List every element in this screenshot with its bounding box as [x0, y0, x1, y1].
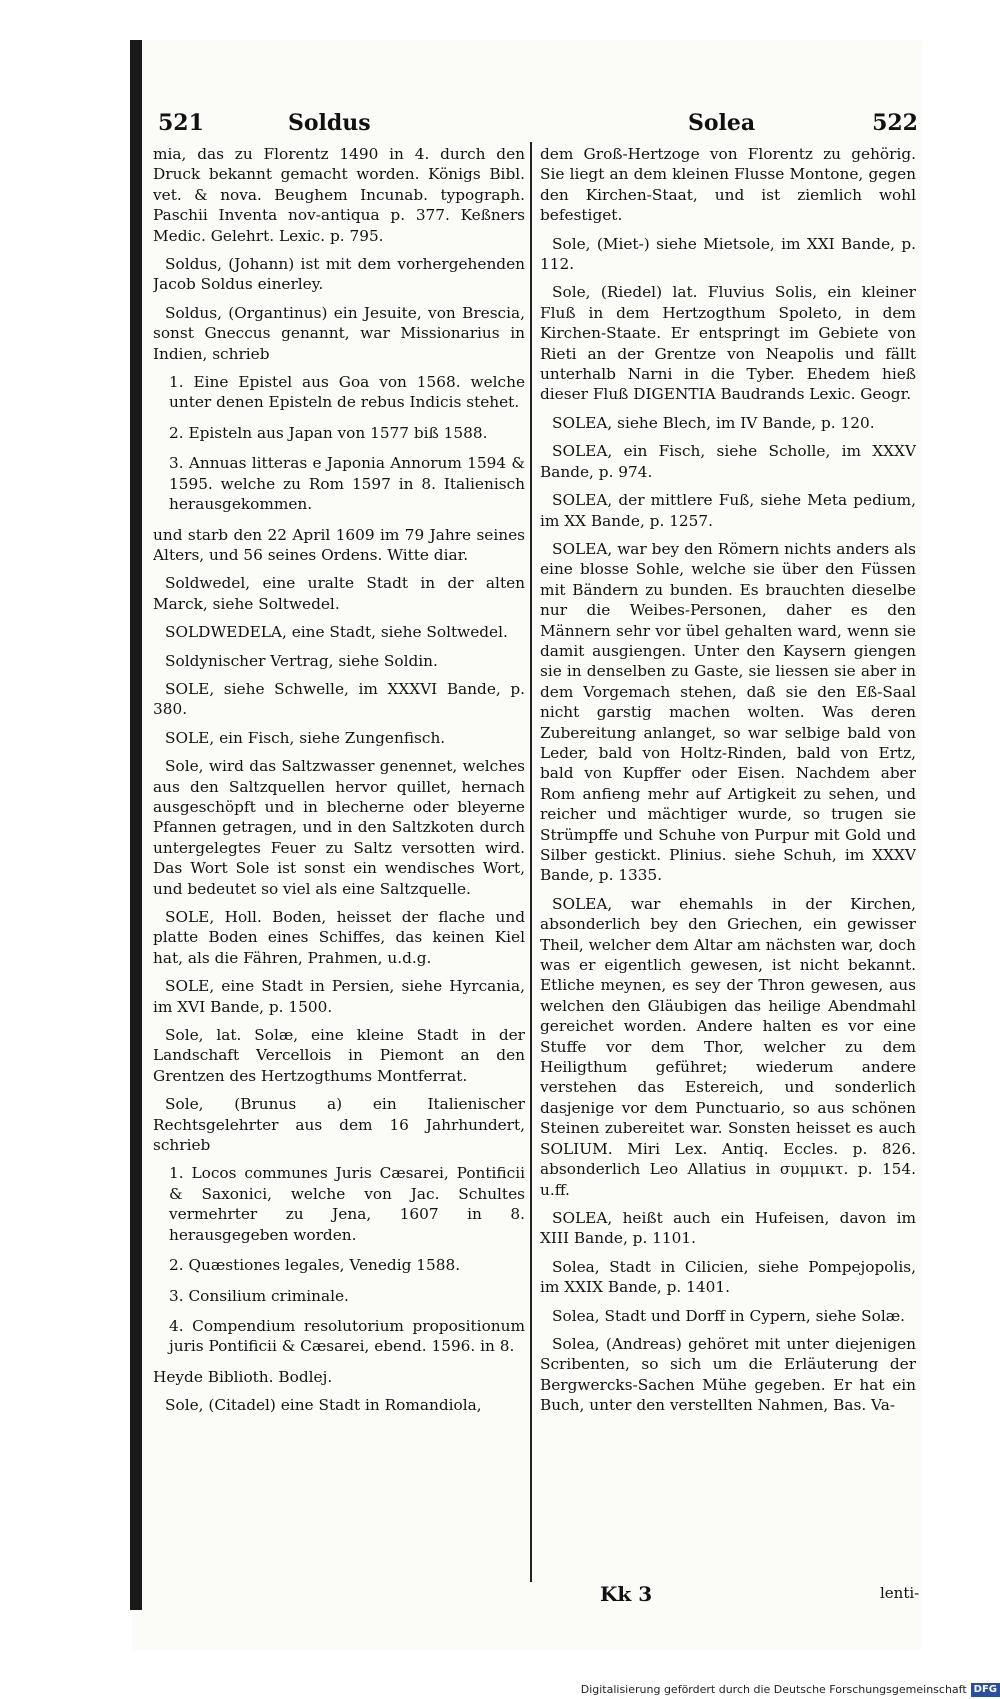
signature-mark: Kk 3 — [600, 1582, 653, 1606]
paragraph: Soldynischer Vertrag, siehe Soldin. — [165, 651, 438, 670]
list-item: 1. Eine Epistel aus Goa von 1568. welche unter denen Episteln de rebus Indicis stehet. — [169, 373, 525, 412]
works-list — [153, 1163, 525, 1356]
catchword: lenti- — [880, 1584, 920, 1602]
paragraph: und starb den 22 April 1609 im 79 Jahre seines Alters, und 56 seines Ordens. Witte diar. — [153, 525, 525, 564]
paragraph: Sole, (Miet-) siehe Mietsole, im XXI Bande, p. 112. — [540, 234, 916, 274]
dfg-logo: DFG — [971, 1683, 1000, 1697]
list-item: 1. Locos communes Juris Cæsarei, Pontificii & Saxonici, welche von Jac. Schultes vermehrter zu Jena, 1607 in 8. herausgegeben worden. — [169, 1164, 525, 1244]
paragraph: Soldus, (Johann) ist mit dem vorhergehenden Jacob Soldus einerley. — [153, 255, 525, 294]
running-headword-right: Solea — [688, 110, 756, 136]
paragraph: SOLE, ein Fisch, siehe Zungenfisch. — [165, 728, 446, 747]
paragraph: SOLEA, der mittlere Fuß, siehe Meta pedium, im XX Bande, p. 1257. — [540, 491, 916, 530]
paragraph: SOLEA, siehe Blech, im IV Bande, p. 120. — [552, 413, 875, 432]
paragraph: Soldwedel, eine uralte Stadt in der alten Marck, siehe Soltwedel. — [153, 574, 525, 613]
paragraph: SOLDWEDELA, eine Stadt, siehe Soltwedel. — [165, 623, 508, 642]
paragraph: Heyde Biblioth. Bodlej. — [153, 1367, 333, 1386]
page-number-right: 522 — [872, 110, 918, 136]
running-header — [158, 110, 918, 144]
paragraph: Solea, Stadt und Dorff in Cypern, siehe Solæ. — [552, 1306, 905, 1325]
left-column — [153, 144, 525, 1574]
paragraph: SOLEA, war bey den Römern nichts anders als eine blosse Sohle, welche sie über den Füssen mit Bändern zu bunden. Es brauchten dieselbe nur die Weibes-Personen, daher es den Männern sehr vor übel gehalten ward, wenn sie damit ausgiengen. Unter den Kaysern giengen sie in denselben zu Gaste, sie liessen sie aber in dem Vorgemach stehen, daß sie den Eß-Saal nicht garstig machen wolten. Was deren Zubereitung anlanget, so war selbige bald von Leder, bald von Holtz-Rinden, bald von Ertz, bald von Kupffer oder Eisen. Nachdem aber Rom anfieng mehr auf Artigkeit zu sehen, und reicher und mächtiger wurde, so trugen sie Strümpffe und Schuhe von Purpur mit Gold und Silber gestickt. Plinius. siehe Schuh, im XXXV Bande, p. 1335. — [540, 539, 916, 885]
paragraph: Solea, (Andreas) gehöret mit unter diejenigen Scribenten, so sich um die Erläuterung der Bergwercks-Sachen Mühe gegeben. Er hat ein Buch, unter den verstellten Nahmen, Bas. Va- — [540, 1334, 916, 1415]
paragraph: dem Groß-Hertzoge von Florentz zu gehörig. Sie liegt an dem kleinen Flusse Montone, gegen den Kirchen-Staat, und ist ziemlich wohl befestiget. — [540, 145, 916, 225]
running-headword-left: Soldus — [288, 110, 371, 136]
list-item: 3. Consilium criminale. — [169, 1286, 349, 1305]
paragraph: Sole, lat. Solæ, eine kleine Stadt in der Landschaft Vercellois in Piemont an den Grentzen des Hertzogthums Montferrat. — [153, 1026, 525, 1085]
list-item: 2. Episteln aus Japan von 1577 biß 1588. — [169, 423, 488, 442]
paragraph: Sole, (Riedel) lat. Fluvius Solis, ein kleiner Fluß in dem Hertzogthum Spoleto, in dem Kirchen-Staate. Er entspringt im Gebiete von Rieti an der Grentze von Neapolis und fällt unterhalb Narni in die Tyber. Ehedem hieß dieser Fluß DIGENTIA Baudrands Lexic. Geogr. — [540, 283, 916, 404]
list-item: 2. Quæstiones legales, Venedig 1588. — [169, 1256, 461, 1275]
column-divider — [530, 142, 532, 1582]
paragraph: SOLE, eine Stadt in Persien, siehe Hyrcania, im XVI Bande, p. 1500. — [153, 977, 525, 1016]
footer-text: Digitalisierung gefördert durch die Deutsche Forschungsgemeinschaft — [580, 1683, 967, 1696]
works-list — [153, 372, 525, 514]
paragraph: Sole, (Citadel) eine Stadt in Romandiola, — [165, 1396, 482, 1415]
paragraph: SOLE, siehe Schwelle, im XXXVI Bande, p. 380. — [153, 679, 525, 719]
paragraph: Sole, (Brunus a) ein Italienischer Rechtsgelehrter aus dem 16 Jahrhundert, schrieb — [153, 1095, 525, 1155]
paragraph: Sole, wird das Saltzwasser genennet, welches aus den Saltzquellen hervor quillet, hernach ausgeschöpft und in blecherne oder bleyerne Pfannen getragen, und in den Saltzkoten durch untergelegtes Feuer zu Saltz versotten wird. Das Wort Sole ist sonst ein wendisches Wort, und bedeutet so viel als eine Saltzquelle. — [153, 757, 525, 898]
funding-footer — [560, 1680, 1000, 1699]
paragraph: mia, das zu Florentz 1490 in 4. durch den Druck bekannt gemacht worden. Königs Bibl. vet. & nova. Beughem Incunab. typograph. Paschii Inventa nov-antiqua p. 377. Keßners Medic. Gelehrt. Lexic. p. 795. — [153, 145, 525, 245]
right-column — [540, 144, 916, 1574]
paragraph: SOLEA, war ehemahls in der Kirchen, absonderlich bey den Griechen, ein gewisser Theil, welcher dem Altar am nächsten war, doch was er eigentlich gewesen, ist nicht bekannt. Etliche meynen, es sey der Thron gewesen, aus welchen den Gläubigen das heilige Abendmahl gereichet worden. Andere halten es vor eine Stuffe vor dem Thor, welcher zu dem Heiligthum geführet; wiederum andere verstehen das Estereich, und sonderlich dasjenige vor dem Punctuario, so aus schönen Steinen zubereitet war. Sonsten heisset es auch SOLIUM. Miri Lex. Antiq. Eccles. p. 826. absonderlich Leo Allatius in συμμικτ. p. 154. u.ff. — [540, 894, 916, 1199]
paragraph: Soldus, (Organtinus) ein Jesuite, von Brescia, sonst Gneccus genannt, war Missionarius in Indien, schrieb — [153, 303, 525, 363]
paragraph: SOLEA, ein Fisch, siehe Scholle, im XXXV Bande, p. 974. — [540, 442, 916, 481]
paragraph: SOLE, Holl. Boden, heisset der flache und platte Boden eines Schiffes, das keinen Kiel hat, als die Fähren, Prahmen, u.d.g. — [153, 908, 525, 967]
paragraph: SOLEA, heißt auch ein Hufeisen, davon im XIII Bande, p. 1101. — [540, 1208, 916, 1248]
list-item: 3. Annuas litteras e Japonia Annorum 1594 & 1595. welche zu Rom 1597 in 8. Italienisch herausgekommen. — [169, 454, 525, 514]
page-number-left: 521 — [158, 110, 204, 136]
paragraph: Solea, Stadt in Cilicien, siehe Pompejopolis, im XXIX Bande, p. 1401. — [540, 1257, 916, 1297]
list-item: 4. Compendium resolutorium propositionum juris Pontificii & Cæsarei, ebend. 1596. in 8. — [169, 1316, 525, 1356]
binding-edge — [130, 40, 142, 1610]
